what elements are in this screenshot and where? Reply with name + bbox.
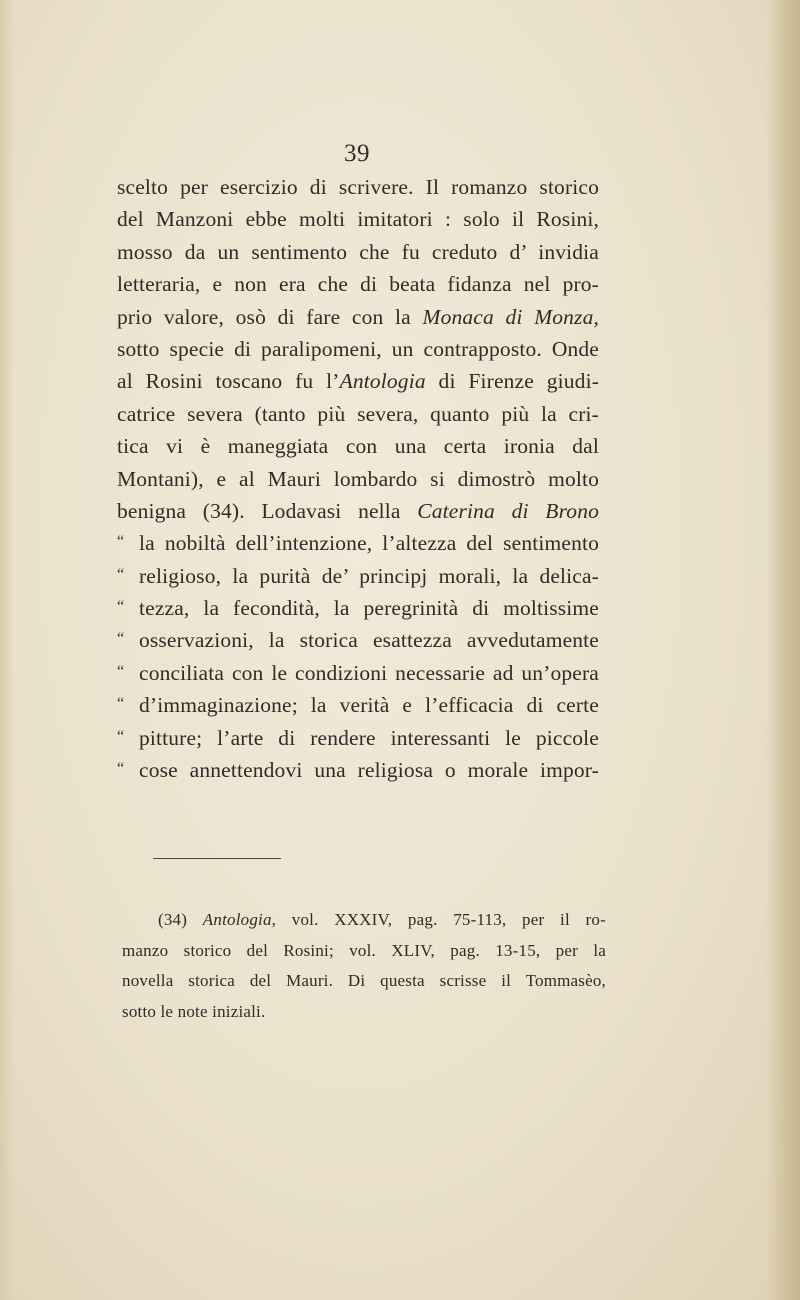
quoted-text: tezza, la fecondità, la peregrinità di moltissime <box>139 596 599 621</box>
footnote-line: sotto le note iniziali. <box>122 1001 266 1021</box>
quoted-line <box>117 657 599 689</box>
text-line: sotto specie di paralipomeni, un contrapposto. Onde <box>117 336 599 361</box>
text-line: mosso da un sentimento che fu creduto d’ invidia <box>117 239 599 264</box>
text-line: catrice severa (tanto più severa, quanto più la cri- <box>117 401 599 426</box>
footnote-separator <box>153 858 281 859</box>
quoted-text: la nobiltà dell’intenzione, l’altezza del sentimento <box>139 531 599 556</box>
quote-mark: “ <box>117 727 125 745</box>
text-span: benigna (34). Lodavasi nella <box>117 498 418 523</box>
quoted-text: d’immaginazione; la verità e l’efficacia di certe <box>139 693 599 718</box>
quote-mark: “ <box>117 760 125 778</box>
quote-mark: “ <box>117 565 125 583</box>
quoted-line <box>117 722 599 754</box>
footnote-line: manzo storico del Rosini; vol. XLIV, pag. 13-15, per la <box>122 940 606 960</box>
footnote-line: novella storica del Mauri. Di questa scrisse il Tommasèo, <box>122 971 606 990</box>
text-span: prio valore, osò di fare con la <box>117 304 423 329</box>
quoted-line <box>117 560 599 592</box>
quoted-text: conciliata con le condizioni necessarie ad un’opera <box>139 660 599 685</box>
text-line <box>117 301 599 333</box>
text-span: di Firenze giudi- <box>425 369 600 394</box>
footnote <box>122 905 606 1027</box>
quoted-line <box>117 689 599 721</box>
quote-mark: “ <box>117 630 125 648</box>
quote-mark: “ <box>117 695 125 713</box>
text-span: al Rosini toscano fu l’ <box>117 369 340 394</box>
quote-mark: “ <box>117 533 125 551</box>
quoted-text: pitture; l’arte di rendere interessanti le piccole <box>139 725 599 750</box>
journal-title-antologia: Antologia <box>339 369 426 394</box>
footnote-line <box>122 905 606 936</box>
quoted-line <box>117 754 599 786</box>
text-span: , vol. XXXIV, pag. 75-113, per il ro- <box>271 910 606 929</box>
quoted-line <box>117 527 599 559</box>
quoted-text: cose annettendovi una religiosa o morale impor- <box>139 758 599 783</box>
quoted-line <box>117 592 599 624</box>
book-title-caterina-di-brono: Caterina di Brono <box>417 498 599 523</box>
text-line: letteraria, e non era che di beata fidanza nel pro- <box>117 272 599 297</box>
quote-mark: “ <box>117 598 125 616</box>
text-line: del Manzoni ebbe molti imitatori : solo il Rosini, <box>117 207 599 232</box>
text-line <box>117 495 599 527</box>
footnote-marker: (34) <box>158 910 203 929</box>
text-line <box>117 365 599 397</box>
text-line: Montani), e al Mauri lombardo si dimostrò molto <box>117 466 599 491</box>
quoted-text: osservazioni, la storica esattezza avvedutamente <box>139 628 599 653</box>
journal-title-antologia: Antologia <box>202 910 272 929</box>
text-line: scelto per esercizio di scrivere. Il romanzo storico <box>117 175 599 199</box>
quoted-text: religioso, la purità de’ principj morali, la delica- <box>139 563 599 588</box>
page-left-edge-shadow <box>0 0 14 1300</box>
text-line: tica vi è maneggiata con una certa ironia dal <box>117 434 599 459</box>
quote-mark: “ <box>117 662 125 680</box>
quoted-line <box>117 624 599 656</box>
main-text <box>117 171 599 786</box>
book-title-monaca-di-monza: Monaca di Monza, <box>422 304 599 329</box>
page-number: 39 <box>344 140 370 167</box>
page-right-edge-shadow <box>766 0 800 1300</box>
